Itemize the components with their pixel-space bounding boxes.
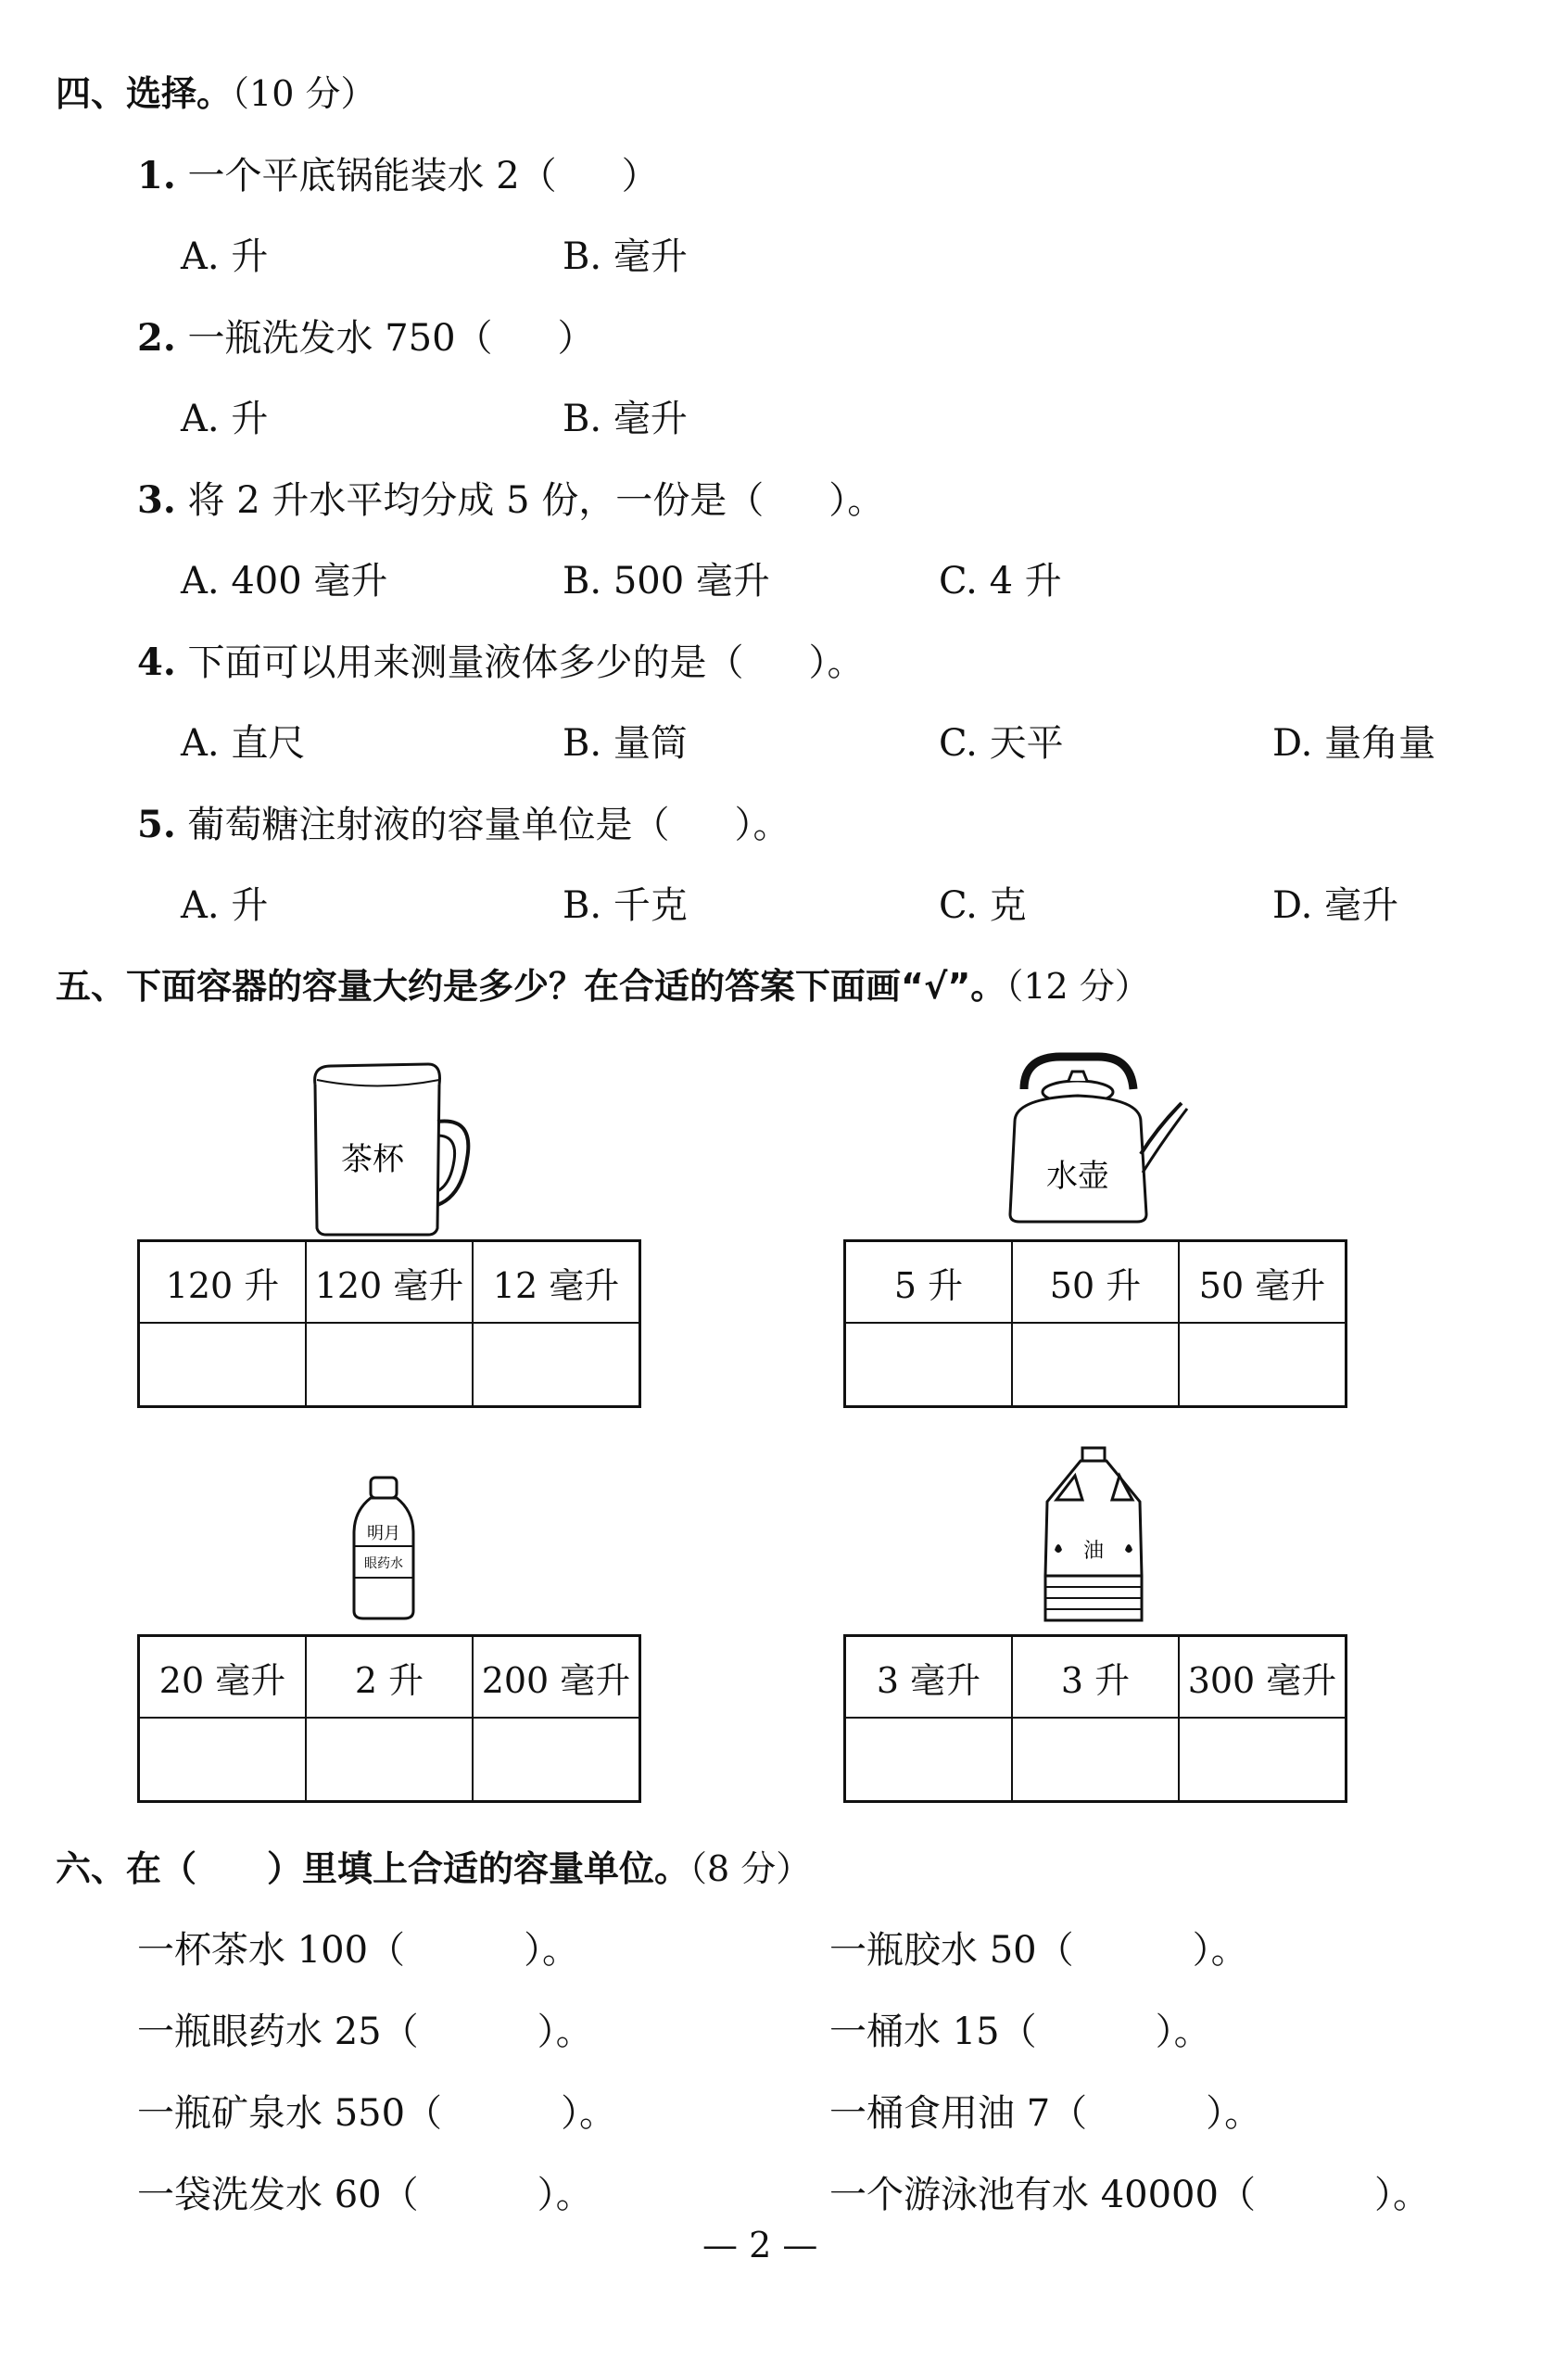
q2-option-b: B. 毫升 [563, 398, 688, 440]
answer-cell[interactable] [473, 1718, 640, 1802]
answer-cell[interactable] [139, 1718, 307, 1802]
answer-cell[interactable] [473, 1323, 640, 1407]
choice-cell: 50 升 [1012, 1241, 1179, 1324]
question-2: 2. 一瓶洗发水 750（ ） [137, 316, 595, 360]
eye-drop-brand: 明月 [367, 1524, 400, 1543]
eye-drop-choice-table [137, 1634, 641, 1803]
q3-option-c: C. 4 升 [939, 560, 1062, 603]
oil-jug-label: 油 [1082, 1540, 1105, 1563]
q5-option-c: C. 克 [939, 884, 1027, 927]
fill-item-right-1: 一瓶胶水 50（ ）。 [829, 1929, 1248, 1972]
kettle-label: 水壶 [1046, 1158, 1109, 1195]
choice-cell: 50 毫升 [1179, 1241, 1347, 1324]
tea-cup-choice-table [137, 1239, 641, 1408]
answer-cell[interactable] [1012, 1718, 1179, 1802]
choice-cell: 3 毫升 [845, 1636, 1013, 1719]
q1-option-a: A. 升 [181, 235, 269, 278]
kettle-choice-table [843, 1239, 1347, 1408]
answer-cell[interactable] [306, 1718, 473, 1802]
tea-cup-illustration [298, 1057, 474, 1237]
answer-cell[interactable] [1179, 1323, 1347, 1407]
choice-cell: 120 毫升 [306, 1241, 473, 1324]
oil-jug-choice-table [843, 1634, 1347, 1803]
answer-cell[interactable] [139, 1323, 307, 1407]
q3-option-a: A. 400 毫升 [181, 560, 388, 603]
choice-cell: 120 升 [139, 1241, 307, 1324]
q4-option-b: B. 量筒 [563, 722, 688, 765]
choice-cell: 5 升 [845, 1241, 1013, 1324]
question-5: 5. 葡萄糖注射液的容量单位是（ ）。 [137, 803, 790, 846]
choice-cell: 12 毫升 [473, 1241, 640, 1324]
answer-cell[interactable] [845, 1323, 1013, 1407]
tea-cup-label: 茶杯 [341, 1141, 404, 1178]
question-1: 1. 一个平底锅能装水 2（ ） [137, 154, 659, 197]
choice-cell: 2 升 [306, 1636, 473, 1719]
section-4-title: 四、选择。（10 分） [56, 73, 376, 114]
q4-option-c: C. 天平 [939, 722, 1064, 765]
fill-item-left-4: 一袋洗发水 60（ ）。 [137, 2174, 593, 2216]
choice-cell: 20 毫升 [139, 1636, 307, 1719]
kettle-illustration [968, 1047, 1191, 1233]
q5-option-d: D. 毫升 [1272, 884, 1399, 927]
choice-cell: 3 升 [1012, 1636, 1179, 1719]
question-4: 4. 下面可以用来测量液体多少的是（ ）。 [137, 641, 865, 684]
fill-item-right-3: 一桶食用油 7（ ）。 [829, 2092, 1262, 2135]
fill-item-left-3: 一瓶矿泉水 550（ ）。 [137, 2092, 617, 2135]
eye-drop-bottle-illustration [350, 1474, 417, 1622]
choice-cell: 300 毫升 [1179, 1636, 1347, 1719]
answer-cell[interactable] [1179, 1718, 1347, 1802]
choice-cell: 200 毫升 [473, 1636, 640, 1719]
q4-option-d: D. 量角量 [1272, 722, 1436, 765]
answer-cell[interactable] [1012, 1323, 1179, 1407]
fill-item-right-4: 一个游泳池有水 40000（ ）。 [829, 2174, 1430, 2216]
section-5-title: 五、下面容器的容量大约是多少？在合适的答案下面画“√”。（12 分） [56, 966, 1150, 1007]
question-3: 3. 将 2 升水平均分成 5 份，一份是（ ）。 [137, 478, 885, 522]
answer-cell[interactable] [845, 1718, 1013, 1802]
oil-jug-illustration [1038, 1446, 1149, 1624]
page-number: — 2 — [702, 2225, 818, 2265]
fill-item-right-2: 一桶水 15（ ）。 [829, 2011, 1211, 2053]
q3-option-b: B. 500 毫升 [563, 560, 770, 603]
eye-drop-label: 眼药水 [364, 1556, 403, 1571]
q2-option-a: A. 升 [181, 398, 269, 440]
q4-option-a: A. 直尺 [181, 722, 306, 765]
fill-item-left-1: 一杯茶水 100（ ）。 [137, 1929, 580, 1972]
q5-option-a: A. 升 [181, 884, 269, 927]
section-6-title: 六、在（ ）里填上合适的容量单位。（8 分） [56, 1848, 812, 1889]
answer-cell[interactable] [306, 1323, 473, 1407]
q1-option-b: B. 毫升 [563, 235, 688, 278]
q5-option-b: B. 千克 [563, 884, 688, 927]
fill-item-left-2: 一瓶眼药水 25（ ）。 [137, 2011, 593, 2053]
